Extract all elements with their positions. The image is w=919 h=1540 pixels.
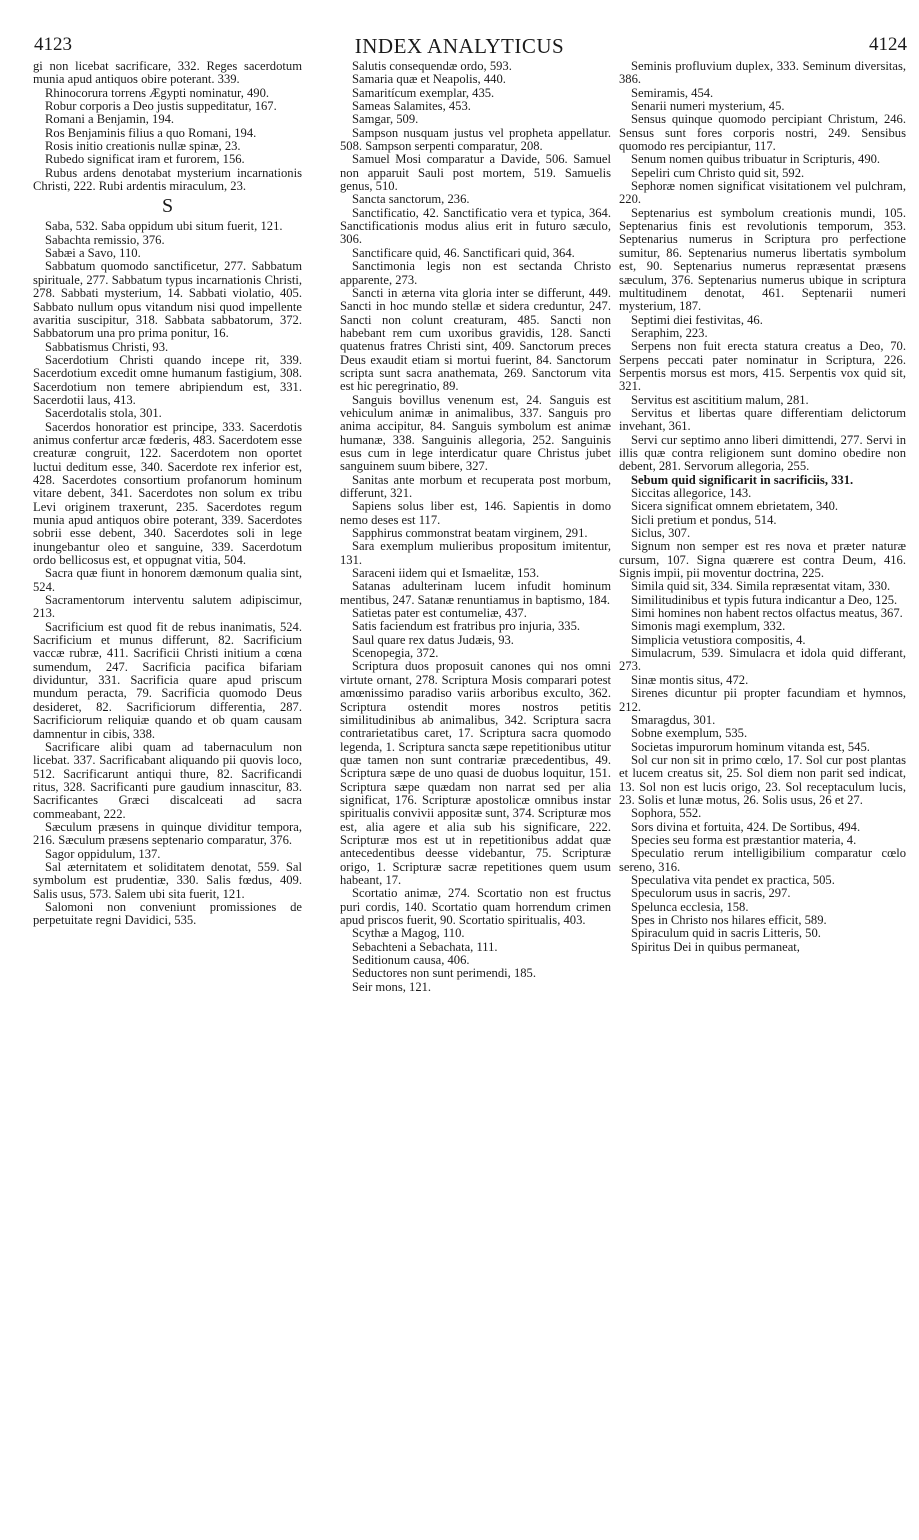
page-number-left: 4123: [34, 34, 72, 55]
index-entry: Sanitas ante morbum et recuperata post morbum, differunt, 321.: [340, 472, 611, 500]
index-entry: Sacrificare alibi quam ad tabernaculum non licebat. 337. Sacrificabant aliquando pii quovis loco, 512. Sacrificarunt antiqui thure, 82. Sacrificandi ritus, 328. Sacrificanti pure gaudium innascitur, 83. Sacrificantes Græci discalceati ad sacra commeabant, 222.: [33, 739, 302, 821]
index-entry: Ros Benjaminis filius a quo Romani, 194.: [45, 125, 257, 140]
page-number-right: 4124: [869, 34, 907, 55]
index-entry: Sinæ montis situs, 472.: [631, 672, 749, 687]
index-entry: Sepeliri cum Christo quid sit, 592.: [631, 165, 805, 180]
index-entry: Seir mons, 121.: [352, 979, 432, 994]
index-entry: Samaritícum exemplar, 435.: [352, 85, 495, 100]
index-entry: Simulacrum, 539. Simulacra et idola quid differant, 273.: [619, 646, 906, 674]
index-entry: Salomoni non conveniunt promissiones de perpetuitate regni Davidici, 535.: [33, 899, 302, 928]
index-entry: Sephoræ nomen significat visitationem vel pulchram, 220.: [619, 179, 906, 207]
index-entry: Sacra quæ fiunt in honorem dæmonum qualia sint, 524.: [33, 566, 302, 594]
index-entry: Saraceni iidem qui et Ismaelitæ, 153.: [352, 566, 540, 581]
index-entry: Siccitas allegorice, 143.: [631, 486, 752, 500]
index-entry: Serpens non fuit erecta statura creatus a Deo, 70. Serpens peccati pater nominatur in Scriptura, 226. Serpentis morsus est mors, 415. Serpentis vox quid sit, 321.: [619, 339, 906, 394]
index-entry: Servitus et libertas quare differentiam delictorum invehant, 361.: [619, 405, 906, 434]
index-entry: Sampson nusquam justus vel propheta appellatur. 508. Sampson serpenti comparatur, 208.: [340, 125, 611, 154]
index-entry: Salutis consequendæ ordo, 593.: [352, 59, 512, 73]
index-entry: Scortatio animæ, 274. Scortatio non est fructus puri cordis, 140. Scortatio quam horrendum crimen apud priscos fuerit, 90. Scortatio spiritualis, 403.: [340, 886, 611, 927]
index-entry: Simplicia vetustiora compositis, 4.: [631, 632, 806, 647]
index-entry: Senum nomen quibus tribuatur in Scripturis, 490.: [631, 152, 881, 167]
index-entry: Sabæi a Savo, 110.: [45, 246, 141, 261]
index-entry: Saul quare rex datus Judæis, 93.: [352, 632, 514, 647]
index-entry: Scriptura duos proposuit canones qui nos omni virtute ornant, 278. Scriptura Mosis comparari potest amœnissimo paradiso variis arboribus exculto, 362. Scriptura ostendit mores nostros petitis similitudinibus ab animalibus, 342. Scriptura sacra contrarietatibus caret, 17. Scriptura sacra quomodo legenda, 1. Scriptura sancta sæpe repetitionibus utitur quæ tamen non sunt contrariæ præcedentibus, 49. Scriptura sæpe de uno quasi de duobus loquitur, 151. Scriptura sæpe quædam non narrat sed per alia significat, 176. Scripturæ apostolicæ omnibus instar spiritualis convivii appositæ sunt, 374. Scripturæ mos est, alia agere et alia sub his significare, 222. Scripturæ mos est ut in repetitionibus addat quæ antecedentibus deesse videbantur, 75. Scripturæ origo, 1. Scripturæ sacræ repetitiones quem usum habeant, 17.: [340, 659, 611, 887]
index-entry: Seductores non sunt perimendi, 185.: [352, 966, 536, 981]
index-entry: Seraphim, 223.: [631, 325, 708, 340]
index-entry: Sapphirus commonstrat beatam virginem, 291.: [352, 526, 588, 541]
index-entry: Sæculum præsens in quinque dividitur tempora, 216. Sæculum præsens septenario comparatur, 376.: [33, 819, 302, 848]
index-entry: Servi cur septimo anno liberi dimittendi, 277. Servi in illis quæ contra religionem sunt domino obedire non debent, 281. Servorum allegoria, 255.: [619, 432, 906, 474]
index-entry: Spiraculum quid in sacris Litteris, 50.: [631, 926, 821, 941]
index-entry: Satanas adulterinam lucem infudit hominum mentibus, 247. Satanæ renuntiamus in baptismo, 184.: [340, 579, 611, 607]
index-entry: Samaria quæ et Neapolis, 440.: [352, 72, 506, 87]
index-entry: gi non licebat sacrificare, 332. Reges sacerdotum munia apud antiquos obire poterant. 339.: [33, 59, 302, 87]
index-entry: Servitus est ascititium malum, 281.: [631, 392, 809, 407]
index-entry: Sacerdos honoratior est principe, 333. Sacerdotis animus confertur arcæ fœderis, 483. Sacerdotem esse creaturæ congruit, 122. Sacerdotem non oportet luctui deditum esse, 340. Sacerdote rex inferior est, 428. Sacerdotes consortium profanorum hominum vitare debent, 341. Sacerdotes non solum ex tribu Levi originem traxerunt, 235. Sacerdotes regum munia apud antiquos obire poterant, 339. Sacerdotes sobrii esse debent, 340. Sacerdotes soli in lege inungebantur oleo et sanguine, 339. Sacerdotum ordo bellicosus est, et oppugnat vitia, 504.: [33, 419, 302, 568]
index-entry: Smaragdus, 301.: [631, 712, 716, 727]
index-entry: Sacrificium est quod fit de rebus inanimatis, 524. Sacrificium et munus differunt, 82. Sacrificium vaccæ rubræ, 411. Sacrificii Christi initium a cœna sumendum, 247. Sacrificia pacifica bifariam dividuntur, 331. Sacrificia quare apud priscum mundum peracta, 79. Sacrificia quomodo Deus desideret, 82. Sacrificiorum differentia, 287. Sacrificiorum reliquiæ quando et ob quam causam damnentur in cibis, 338.: [33, 619, 302, 741]
index-entry: Samuel Mosi comparatur a Davide, 506. Samuel non apparuit Sauli post mortem, 519. Samuelis genus, 510.: [340, 152, 611, 194]
index-entry: Species seu forma est præstantior materia, 4.: [631, 832, 857, 847]
index-entry: Societas impurorum hominum vitanda est, 545.: [631, 739, 870, 754]
index-entry: Sanctificare quid, 46. Sanctificari quid, 364.: [352, 245, 575, 260]
index-entry: Rubus ardens denotabat mysterium incarnationis Christi, 222. Rubi ardentis miraculum, 23.: [33, 165, 302, 194]
index-entry: Rosis initio creationis nullæ spinæ, 23.: [45, 139, 241, 154]
index-entry: Sanctificatio, 42. Sanctificatio vera et typica, 364. Sanctificationis modus alius erit in futuro sæculo, 306.: [340, 205, 611, 247]
index-entry: Septenarius est symbolum creationis mundi, 105. Septenarius finis est revolutionis temporum, 353. Septenarius numerus in Scriptura pro perfectione sumitur, 86. Septenarius numerus libertatis symbolum est, 90. Septenarius numerus repræsentat præsens sæculum, 376. Septenarius numerus ubique in scriptura multitudinem denotat, 461. Septenarii numeri mysterium, 187.: [619, 205, 906, 314]
index-entry: Satietas pater est contumeliæ, 437.: [352, 606, 527, 621]
index-entry: Signum non semper est res nova et præter naturæ cursum, 107. Signa quærere est contra Deum, 416. Signis impii, pii moventur doctrina, 225.: [619, 539, 906, 581]
index-entry: Sameas Salamites, 453.: [352, 99, 471, 114]
index-entry: Sabbatismus Christi, 93.: [45, 339, 169, 354]
index-columns: [0, 60, 919, 1540]
section-letter-s: S: [161, 195, 174, 218]
index-entry: Sol cur non sit in primo cœlo, 17. Sol cur post plantas et lucem creatus sit, 25. Sol diem non parit sed indicat, 13. Sol non est lucis origo, 23. Sol receptaculum lucis, 23. Solis et lunæ motus, 26. Solis usus, 26 et 27.: [619, 752, 906, 807]
index-entry: Sacerdotalis stola, 301.: [45, 406, 162, 421]
index-entry: Scenopegia, 372.: [352, 646, 439, 661]
index-entry: Speculatio rerum intelligibilium comparatur cœlo sereno, 316.: [619, 846, 906, 874]
index-entry: Sebachteni a Sebachata, 111.: [352, 939, 498, 954]
index-entry: Sabachta remissio, 376.: [45, 232, 165, 247]
index-entry: Similitudinibus et typis futura indicantur a Deo, 125.: [631, 592, 898, 607]
index-entry: Sacramentorum interventu salutem adipiscimur, 213.: [33, 593, 302, 621]
index-column-left: [33, 60, 302, 928]
index-entry: Saba, 532. Saba oppidum ubi situm fuerit, 121.: [45, 219, 283, 234]
index-entry: Sancta sanctorum, 236.: [352, 192, 470, 207]
index-entry: Sobne exemplum, 535.: [631, 726, 748, 741]
index-entry: Simonis magi exemplum, 332.: [631, 619, 786, 634]
index-entry: Samgar, 509.: [352, 112, 419, 127]
index-entry: Sal æternitatem et soliditatem denotat, 559. Sal symbolum est prudentiæ, 330. Salis fœdus, 409. Salis usus, 573. Salem ubi sita fuerit, 121.: [33, 859, 302, 901]
index-entry: Satis faciendum est fratribus pro injuria, 335.: [352, 619, 581, 634]
index-entry: Sirenes dicuntur pii propter facundiam et hymnos, 212.: [619, 686, 906, 714]
index-entry: Sicli pretium et pondus, 514.: [631, 512, 777, 527]
index-entry: Romani a Benjamin, 194.: [45, 112, 175, 127]
index-entry: Sabbatum quomodo sanctificetur, 277. Sabbatum spirituale, 277. Sabbatum typus incarnationis Christi, 278. Sabbati mysterium, 14. Sabbati violatio, 405. Sabbato nullum opus vitandum nisi quod impellente avaritia suscipitur, 318. Sabbata sabbatorum, 372. Sabbatorum una pro prima ponitur, 16.: [33, 259, 302, 341]
index-entry: Sancti in æterna vita gloria inter se differunt, 449. Sancti in hoc mundo stellæ et sidera creduntur, 247. Sancti non colunt creaturam, 485. Sancti non habebant rem cum uxoribus gravidis, 128. Sancti quatenus fratres Christi sint, 409. Sanctorum preces Deus exaudit etiam si mortui fuerint, 84. Sanctorum scripta sunt sacra anathemata, 269. Sanctorum vita est hic peregrinatio, 89.: [340, 285, 611, 394]
index-entry: Senarii numeri mysterium, 45.: [631, 99, 785, 114]
index-entry: Speculativa vita pendet ex practica, 505.: [631, 872, 835, 887]
index-entry: Simila quid sit, 334. Simila repræsentat vitam, 330.: [631, 579, 891, 594]
index-entry: Sanguis bovillus venenum est, 24. Sanguis est vehiculum animæ in animalibus, 337. Sanguis pro anima accipitur, 84. Sanguis symbolum est animæ humanæ, 338. Sanguinis allegoria, 252. Sanguinis esus cum in lege interdicatur quare Christus jubet sanguinem suum bibere, 327.: [340, 392, 611, 474]
index-entry: Seminis profluvium duplex, 333. Seminum diversitas, 386.: [619, 59, 906, 87]
page-header: [0, 0, 919, 58]
index-entry: Seditionum causa, 406.: [352, 953, 470, 968]
index-entry: Semiramis, 454.: [631, 85, 714, 100]
index-entry: Spelunca ecclesia, 158.: [631, 899, 749, 914]
index-entry: Scythæ a Magog, 110.: [352, 926, 465, 941]
index-column-middle: [340, 60, 611, 994]
index-entry: Sacerdotium Christi quando incepe rit, 339. Sacerdotium excedit omne humanum fastigium, 308. Sacerdotium non temere abripiendum est, 331. Sacerdotii laus, 413.: [33, 352, 302, 407]
index-column-right: [619, 60, 906, 954]
index-entry: Siclus, 307.: [631, 526, 691, 541]
index-entry: Spiritus Dei in quibus permaneat,: [631, 939, 800, 954]
index-entry: Rubedo significat iram et furorem, 156.: [45, 152, 245, 167]
index-entry: Sara exemplum mulieribus propositum imitentur, 131.: [340, 539, 611, 567]
index-entry: Speculorum usus in sacris, 297.: [631, 886, 791, 901]
index-entry: Simi homines non habent rectos olfactus meatus, 367.: [631, 606, 903, 621]
index-entry: Sanctimonia legis non est sectanda Christo apparente, 273.: [340, 259, 611, 287]
page-title: INDEX ANALYTICUS: [354, 34, 565, 58]
index-entry: Sapiens solus liber est, 146. Sapientis in domo nemo deses est 117.: [340, 499, 611, 527]
index-entry: Sebum quid significarit in sacrificiis, 331.: [631, 472, 854, 487]
index-entry: Sors divina et fortuita, 424. De Sortibus, 494.: [631, 819, 861, 834]
index-entry: Sensus quinque quomodo percipiant Christum, 246. Sensus sunt fores corporis nostri, 249. Sensibus quomodo res percipiantur, 117.: [619, 112, 906, 154]
index-entry: Septimi diei festivitas, 46.: [631, 312, 763, 327]
index-entry: Sicera significat omnem ebrietatem, 340.: [631, 499, 839, 514]
index-entry: Robur corporis a Deo justis suppeditatur, 167.: [45, 99, 277, 114]
index-entry: Sagor oppidulum, 137.: [45, 846, 161, 861]
index-entry: Sophora, 552.: [631, 806, 702, 821]
index-entry: Spes in Christo nos hilares efficit, 589.: [631, 913, 827, 927]
index-entry: Rhinocorura torrens Ægypti nominatur, 490.: [45, 85, 270, 100]
